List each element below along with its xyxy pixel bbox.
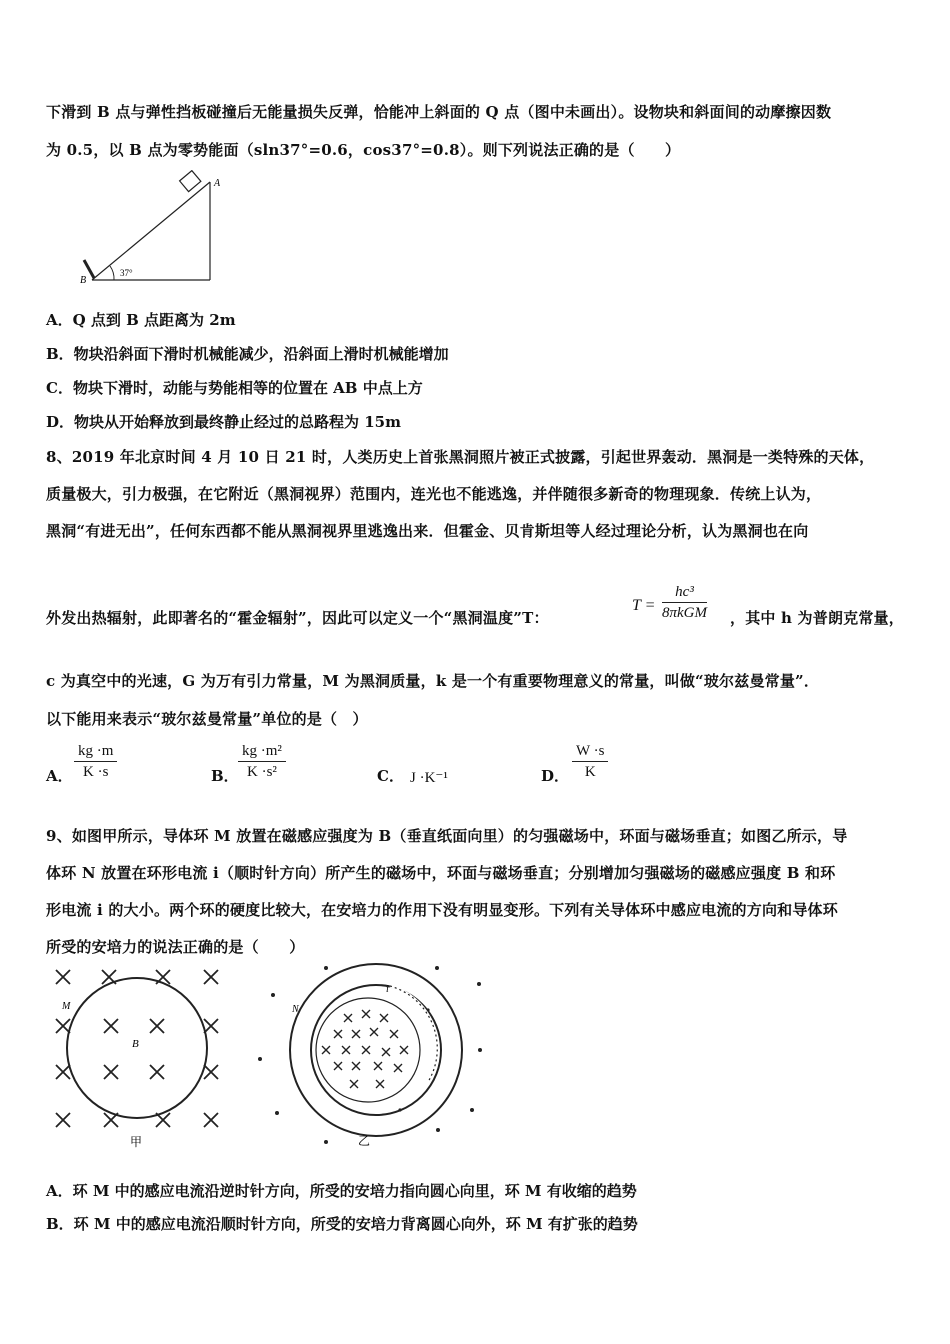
q8-option-b-unit	[238, 743, 286, 781]
q7-option-a: A．Q 点到 B 点距离为 2m	[46, 311, 236, 329]
incline-figure	[70, 170, 220, 285]
q8-option-a-label: A．	[46, 767, 73, 785]
figure-jia	[46, 965, 236, 1155]
block	[180, 171, 201, 192]
ring-m-label: M	[62, 1001, 71, 1012]
q9-option-b: B．环 M 中的感应电流沿顺时针方向，所受的安培力背离圆心向外，环 M 有扩张的趋势	[46, 1215, 638, 1233]
formula-numerator: hc³	[662, 584, 707, 603]
q8-option-a-unit	[74, 743, 117, 781]
q8-option-a-den: K ·s	[83, 764, 109, 780]
q7-option-d: D．物块从开始释放到最终静止经过的总路程为 15m	[46, 413, 401, 431]
q8-text-line-2: 质量极大，引力极强，在它附近（黑洞视界）范围内，连光也不能逃逸，并伴随很多新奇的物理现象．传统上认为，	[46, 485, 822, 503]
current-i-label: i	[386, 984, 389, 995]
q9-option-a: A．环 M 中的感应电流沿逆时针方向，所受的安培力指向圆心向里，环 M 有收缩的趋势	[46, 1182, 637, 1200]
label-b: B	[80, 275, 87, 285]
q7-option-b: B．物块沿斜面下滑时机械能减少，沿斜面上滑时机械能增加	[46, 345, 449, 363]
outer-dots	[258, 966, 482, 1144]
q8-option-b-den: K ·s²	[247, 764, 277, 780]
q8-option-d-label: D．	[541, 767, 570, 785]
q9-text-line-1: 9、如图甲所示，导体环 M 放置在磁感应强度为 B（垂直纸面向里）的匀强磁场中，环面与磁场垂直；如图乙所示，导	[46, 827, 848, 845]
inner-crosses	[322, 1010, 408, 1088]
q8-text-line-4-post: ，其中 h 为普朗克常量，	[730, 609, 904, 627]
q9-text-line-4: 所受的安培力的说法正确的是（ ）	[46, 938, 305, 956]
q8-text-line-4-pre: 外发出热辐射，此即著名的“霍金辐射”，因此可以定义一个“黑洞温度”T：	[46, 609, 549, 627]
label-a: A	[214, 178, 220, 189]
q8-text-line-1: 8、2019 年北京时间 4 月 10 日 21 时，人类历史上首张黑洞照片被正式披露，引起世界轰动．黑洞是一类特殊的天体，	[46, 448, 875, 466]
hawking-temperature-formula	[662, 584, 707, 622]
angle-label: 37°	[120, 268, 133, 278]
ring-n-label: N	[292, 1004, 299, 1015]
q8-text-line-5: c 为真空中的光速，G 为万有引力常量，M 为黑洞质量，k 是一个有重要物理意义的常量，叫做“玻尔兹曼常量”．	[46, 672, 820, 690]
q8-option-d-num: W ·s	[572, 743, 608, 762]
q9-text-line-2: 体环 N 放置在环形电流 i（顺时针方向）所产生的磁场中，环面与磁场垂直；分别增加匀强磁场的磁感应强度 B 和环	[46, 864, 836, 882]
q8-option-d-den: K	[584, 764, 596, 780]
q7-text-line-2: 为 0.5，以 B 点为零势能面（sln37°=0.6，cos37°=0.8）。则下列说法正确的是（ ）	[46, 141, 681, 159]
caption-yi: 乙	[358, 1134, 371, 1148]
q7-text-line-1: 下滑到 B 点与弹性挡板碰撞后无能量损失反弹，恰能冲上斜面的 Q 点（图中未画出）。设物块和斜面间的动摩擦因数	[46, 103, 832, 121]
q8-option-d-unit	[572, 743, 608, 781]
formula-lhs: T =	[632, 597, 656, 614]
q8-option-a-num: kg ·m	[74, 743, 117, 762]
q8-option-b-label: B．	[211, 767, 239, 785]
formula-denominator: 8πkGM	[662, 605, 707, 621]
q8-text-line-3: 黑洞“有进无出”，任何东西都不能从黑洞视界里逃逸出来．但霍金、贝肯斯坦等人经过理论分析，认为黑洞也在向	[46, 522, 809, 540]
field-b-label: B	[132, 1038, 139, 1050]
q8-text-line-6: 以下能用来表示“玻尔兹曼常量”单位的是（ ）	[46, 710, 368, 728]
q7-option-c: C．物块下滑时，动能与势能相等的位置在 AB 中点上方	[46, 379, 423, 397]
q9-text-line-3: 形电流 i 的大小。两个环的硬度比较大，在安培力的作用下没有明显变形。下列有关导体环中感应电流的方向和导体环	[46, 901, 838, 919]
figure-yi	[250, 962, 490, 1152]
q8-option-b-num: kg ·m²	[238, 743, 286, 762]
q8-option-c-label: C．	[377, 767, 404, 785]
caption-jia: 甲	[130, 1135, 143, 1149]
q8-option-c-unit: J ·K⁻¹	[410, 770, 448, 786]
